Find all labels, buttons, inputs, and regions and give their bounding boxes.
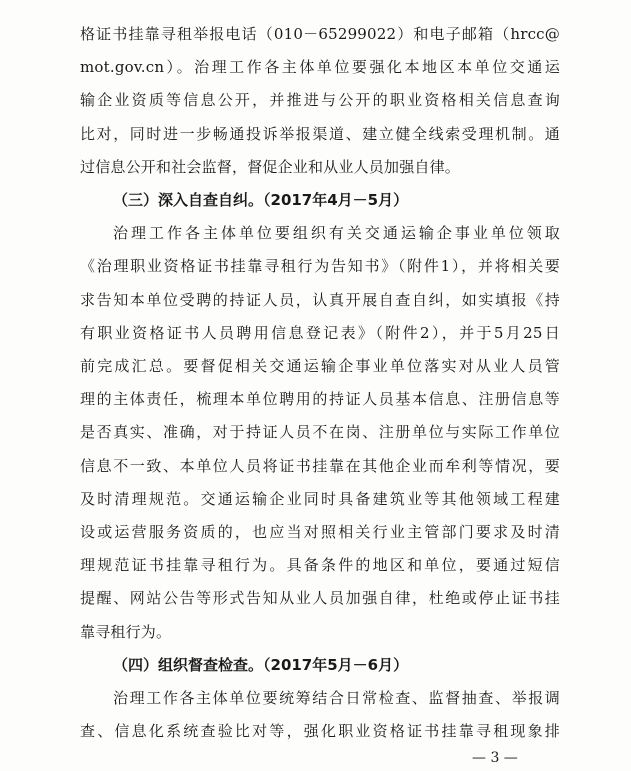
body-line: 查、信息化系统查验比对等，强化职业资格证书挂靠寻租现象排	[80, 722, 560, 740]
body-line: 理规范证书挂靠寻租行为。具备条件的地区和单位，要通过短信	[80, 556, 560, 574]
body-line: 及时清理规范。交通运输企业同时具备建筑业等其他领域工程建	[80, 490, 560, 508]
body-line: 求告知本单位受聘的持证人员，认真开展自查自纠，如实填报《持	[80, 291, 560, 309]
body-line: 靠寻租行为。	[80, 623, 172, 641]
page-number: — 3 —	[472, 750, 518, 766]
body-line: 治理工作各主体单位要组织有关交通运输企事业单位领取	[113, 224, 560, 242]
body-line: 理的主体责任，梳理本单位聘用的持证人员基本信息、注册信息等	[80, 390, 560, 408]
section-heading: （三）深入自查自纠。（2017年4月－5月）	[113, 191, 409, 209]
body-line: 提醒、网站公告等形式告知从业人员加强自律，杜绝或停止证书挂	[80, 589, 560, 607]
body-line: 前完成汇总。要督促相关交通运输企事业单位落实对从业人员管	[80, 357, 560, 375]
body-line: 有职业资格证书人员聘用信息登记表》（附件2），并于5月25日	[80, 324, 560, 342]
body-line: mot.gov.cn）。治理工作各主体单位要强化本地区本单位交通运	[80, 58, 560, 76]
body-line: 格证书挂靠寻租举报电话（010－65299022）和电子邮箱（hrcc@	[80, 25, 560, 43]
body-line: 设或运营服务资质的，也应当对照相关行业主管部门要求及时清	[80, 523, 560, 541]
body-line: 过信息公开和社会监督，督促企业和从业人员加强自律。	[80, 158, 461, 176]
section-heading: （四）组织督查检查。（2017年5月－6月）	[113, 656, 409, 674]
body-line: 输企业资质等信息公开，并推进与公开的职业资格相关信息查询	[80, 91, 560, 109]
body-line: 是否真实、准确，对于持证人员不在岗、注册单位与实际工作单位	[80, 423, 560, 441]
body-line: 《治理职业资格证书挂靠寻租行为告知书》（附件1），并将相关要	[80, 257, 560, 275]
body-line: 治理工作各主体单位要统筹结合日常检查、监督抽查、举报调	[113, 689, 560, 707]
body-line: 信息不一致、本单位人员将证书挂靠在其他企业而牟利等情况，要	[80, 457, 560, 475]
body-line: 比对，同时进一步畅通投诉举报渠道、建立健全线索受理机制。通	[80, 125, 560, 143]
